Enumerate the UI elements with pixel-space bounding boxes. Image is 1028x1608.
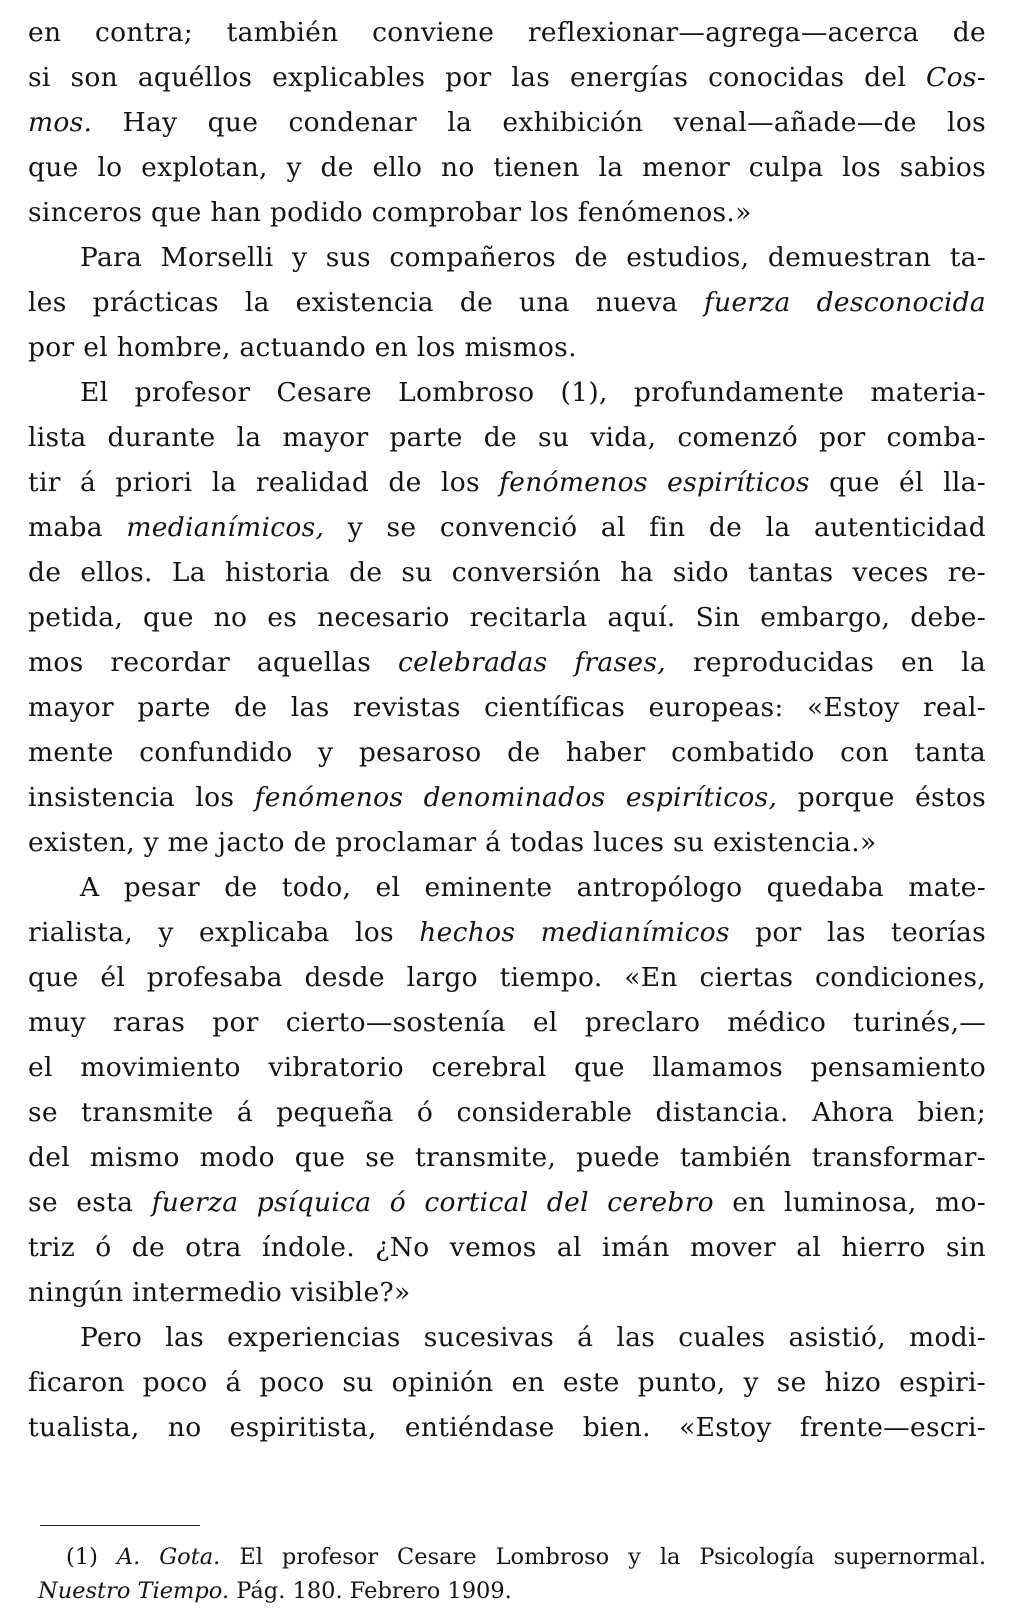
text-line: se esta fuerza psíquica ó cortical del cerebro en luminosa, mo- (28, 1187, 986, 1218)
text-line: del mismo modo que se transmite, puede también transformar- (28, 1142, 986, 1173)
text-line: que lo explotan, y de ello no tienen la menor culpa los sabios (28, 152, 986, 183)
text-line: tualista, no espiritista, entiéndase bien. «Estoy frente—escri- (28, 1412, 986, 1443)
footnote-author: A. Gota. (116, 1544, 221, 1570)
text-line: muy raras por cierto—sostenía el preclaro médico turinés,— (28, 1007, 986, 1038)
text-line: si son aquéllos explicables por las energías conocidas del Cos- (28, 62, 986, 93)
paragraph-start: El profesor Cesare Lombroso (1), profundamente materia- (80, 377, 986, 408)
text-line: el movimiento vibratorio cerebral que llamamos pensamiento (28, 1052, 986, 1083)
text-line: mayor parte de las revistas científicas europeas: «Estoy real- (28, 692, 986, 723)
text-line: se transmite á pequeña ó considerable distancia. Ahora bien; (28, 1097, 986, 1128)
text-line: ficaron poco á poco su opinión en este punto, y se hizo espiri- (28, 1367, 986, 1398)
text-line: triz ó de otra índole. ¿No vemos al imán mover al hierro sin (28, 1232, 986, 1263)
text-line: mos recordar aquellas celebradas frases, reproducidas en la (28, 647, 986, 678)
paragraph-start: A pesar de todo, el eminente antropólogo quedaba mate- (80, 872, 986, 903)
paragraph-start: Pero las experiencias sucesivas á las cuales asistió, modi- (80, 1322, 986, 1353)
text-line: ningún intermedio visible?» (28, 1277, 411, 1308)
text-line: sinceros que han podido comprobar los fenómenos.» (28, 197, 752, 228)
text-line: maba medianímicos, y se convenció al fin de la autenticidad (28, 512, 986, 543)
footnote (38, 1540, 986, 1608)
text-line: que él profesaba desde largo tiempo. «En ciertas condiciones, (28, 962, 986, 993)
text-line: en contra; también conviene reflexionar—agrega—acerca de (28, 17, 986, 48)
text-line: petida, que no es necesario recitarla aquí. Sin embargo, debe- (28, 602, 986, 633)
text-line: mente confundido y pesaroso de haber combatido con tanta (28, 737, 986, 768)
footnote-marker: (1) (66, 1544, 98, 1570)
footnote-line: Nuestro Tiempo. Pág. 180. Febrero 1909. (38, 1578, 512, 1604)
text-line: tir á priori la realidad de los fenómenos espiríticos que él lla- (28, 467, 986, 498)
paragraph-start: Para Morselli y sus compañeros de estudios, demuestran ta- (80, 242, 986, 273)
footnote-journal: Nuestro Tiempo. (38, 1578, 230, 1604)
page-body (28, 10, 986, 1450)
footnote-divider (40, 1525, 200, 1526)
text-line: les prácticas la existencia de una nueva fuerza desconocida (28, 287, 987, 318)
text-line: insistencia los fenómenos denominados espiríticos, porque éstos (28, 782, 986, 813)
footnote-line: (1) A. Gota. El profesor Cesare Lombroso y la Psicología supernormal. (66, 1544, 986, 1570)
text-line: de ellos. La historia de su conversión ha sido tantas veces re- (28, 557, 986, 588)
text-line: mos. Hay que condenar la exhibición venal—añade—de los (28, 107, 986, 138)
text-line: por el hombre, actuando en los mismos. (28, 332, 577, 363)
text-line: lista durante la mayor parte de su vida, comenzó por comba- (28, 422, 986, 453)
text-line: rialista, y explicaba los hechos medianímicos por las teorías (28, 917, 986, 948)
text-line: existen, y me jacto de proclamar á todas luces su existencia.» (28, 827, 877, 858)
